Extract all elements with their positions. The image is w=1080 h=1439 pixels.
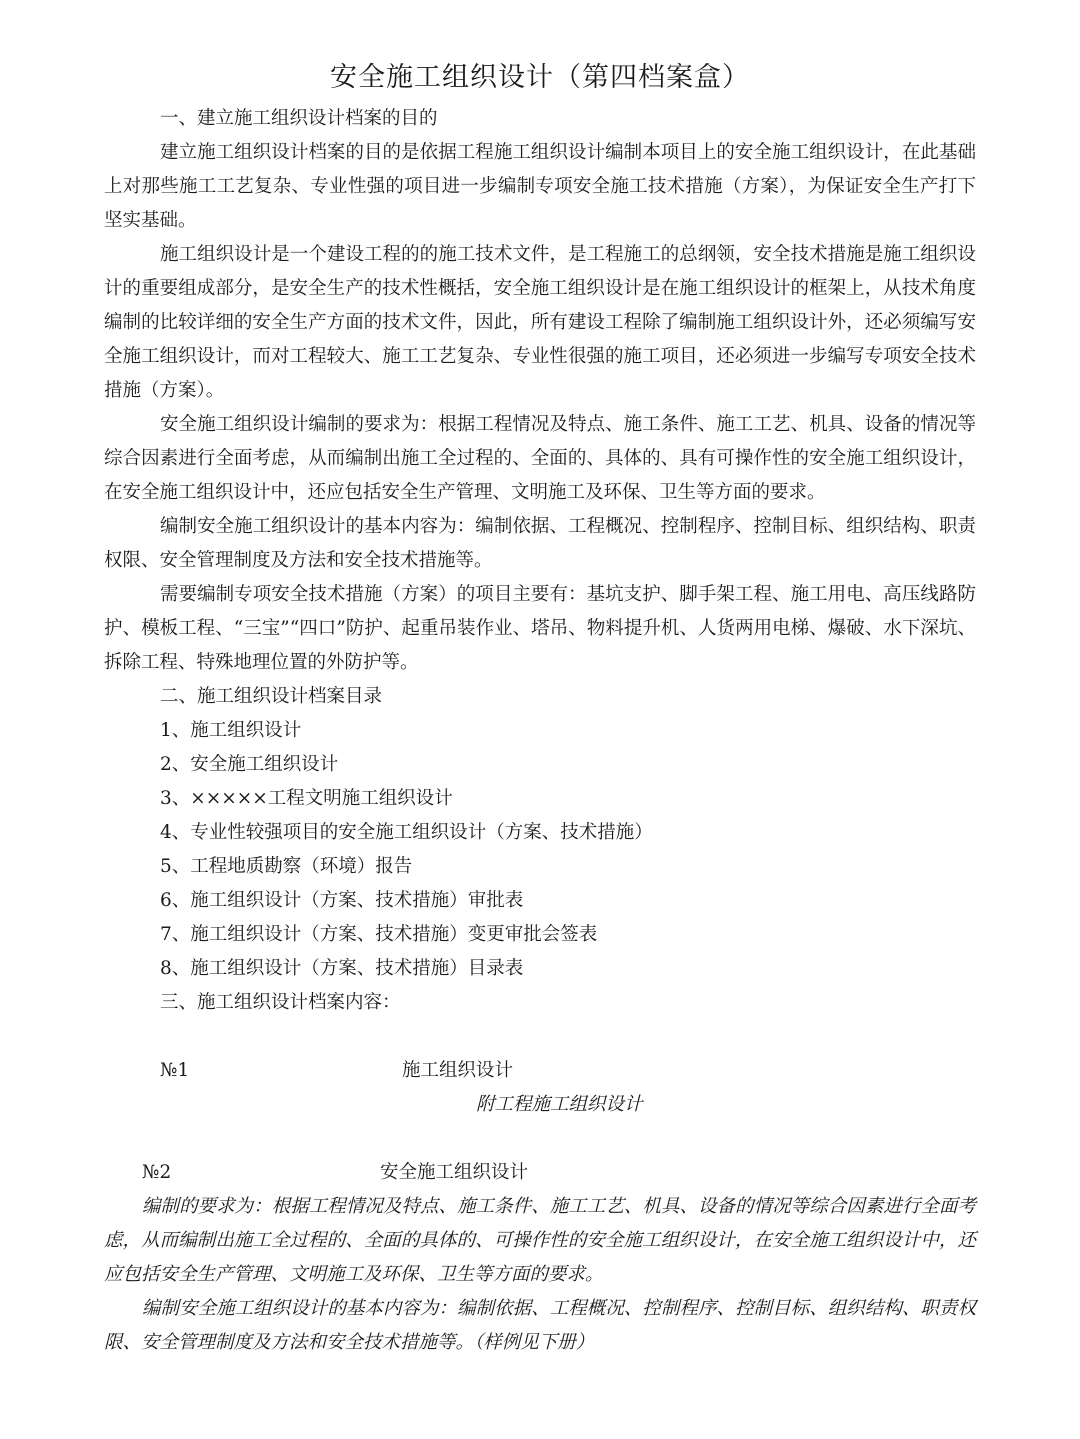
document-body bbox=[104, 102, 976, 1360]
spacer bbox=[104, 1020, 976, 1054]
entry-note: 附工程施工组织设计 bbox=[476, 1094, 643, 1115]
entry-number: №2 bbox=[142, 1162, 172, 1183]
entry-2-paragraph: 编制的要求为：根据工程情况及特点、施工条件、施工工艺、机具、设备的情况等综合因素进行全面考虑，从而编制出施工全过程的、全面的具体的、可操作性的安全施工组织设计，在安全施工组织设计中，还应包括安全生产管理、文明施工及环保、卫生等方面的要求。 bbox=[104, 1196, 976, 1285]
section-1-heading: 一、建立施工组织设计档案的目的 bbox=[160, 108, 438, 129]
catalog-item: 8、施工组织设计（方案、技术措施）目录表 bbox=[160, 958, 524, 979]
entry-number: №1 bbox=[160, 1060, 190, 1081]
entry-name: 施工组织设计 bbox=[402, 1060, 514, 1081]
entry-name: 安全施工组织设计 bbox=[380, 1162, 529, 1183]
archive-entry-1 bbox=[104, 1054, 976, 1088]
document-title: 安全施工组织设计（第四档案盒） bbox=[330, 62, 750, 93]
catalog-item: 3、×××××工程文明施工组织设计 bbox=[160, 788, 453, 809]
catalog-item: 7、施工组织设计（方案、技术措施）变更审批会签表 bbox=[160, 924, 598, 945]
catalog-item: 1、施工组织设计 bbox=[160, 720, 302, 741]
section-1-paragraph: 安全施工组织设计编制的要求为：根据工程情况及特点、施工条件、施工工艺、机具、设备的情况等综合因素进行全面考虑，从而编制出施工全过程的、全面的、具体的、具有可操作性的安全施工组织设计，在安全施工组织设计中，还应包括安全生产管理、文明施工及环保、卫生等方面的要求。 bbox=[104, 414, 976, 503]
section-1-paragraph: 需要编制专项安全技术措施（方案）的项目主要有：基坑支护、脚手架工程、施工用电、高压线路防护、模板工程、“三宝”“四口”防护、起重吊装作业、塔吊、物料提升机、人货两用电梯、爆破、水下深坑、拆除工程、特殊地理位置的外防护等。 bbox=[104, 584, 976, 673]
section-1-paragraph: 建立施工组织设计档案的目的是依据工程施工组织设计编制本项目上的安全施工组织设计，在此基础上对那些施工工艺复杂、专业性强的项目进一步编制专项安全施工技术措施（方案），为保证安全生产打下坚实基础。 bbox=[104, 142, 976, 231]
archive-entry-2 bbox=[104, 1156, 976, 1190]
section-2-heading: 二、施工组织设计档案目录 bbox=[160, 686, 383, 707]
catalog-item: 6、施工组织设计（方案、技术措施）审批表 bbox=[160, 890, 524, 911]
spacer bbox=[104, 1122, 976, 1156]
section-3-heading: 三、施工组织设计档案内容： bbox=[160, 992, 401, 1013]
section-1-paragraph: 编制安全施工组织设计的基本内容为：编制依据、工程概况、控制程序、控制目标、组织结构、职责权限、安全管理制度及方法和安全技术措施等。 bbox=[104, 516, 976, 571]
section-1-paragraph: 施工组织设计是一个建设工程的的施工技术文件，是工程施工的总纲领，安全技术措施是施工组织设计的重要组成部分，是安全生产的技术性概括，安全施工组织设计是在施工组织设计的框架上，从技术角度编制的比较详细的安全生产方面的技术文件，因此，所有建设工程除了编制施工组织设计外，还必须编写安全施工组织设计，而对工程较大、施工工艺复杂、专业性很强的施工项目，还必须进一步编写专项安全技术措施（方案）。 bbox=[104, 244, 976, 401]
entry-2-paragraph: 编制安全施工组织设计的基本内容为：编制依据、工程概况、控制程序、控制目标、组织结构、职责权限、安全管理制度及方法和安全技术措施等。（样例见下册） bbox=[104, 1298, 976, 1353]
catalog-item: 2、安全施工组织设计 bbox=[160, 754, 339, 775]
catalog-item: 4、专业性较强项目的安全施工组织设计（方案、技术措施） bbox=[160, 822, 653, 843]
catalog-item: 5、工程地质勘察（环境）报告 bbox=[160, 856, 413, 877]
